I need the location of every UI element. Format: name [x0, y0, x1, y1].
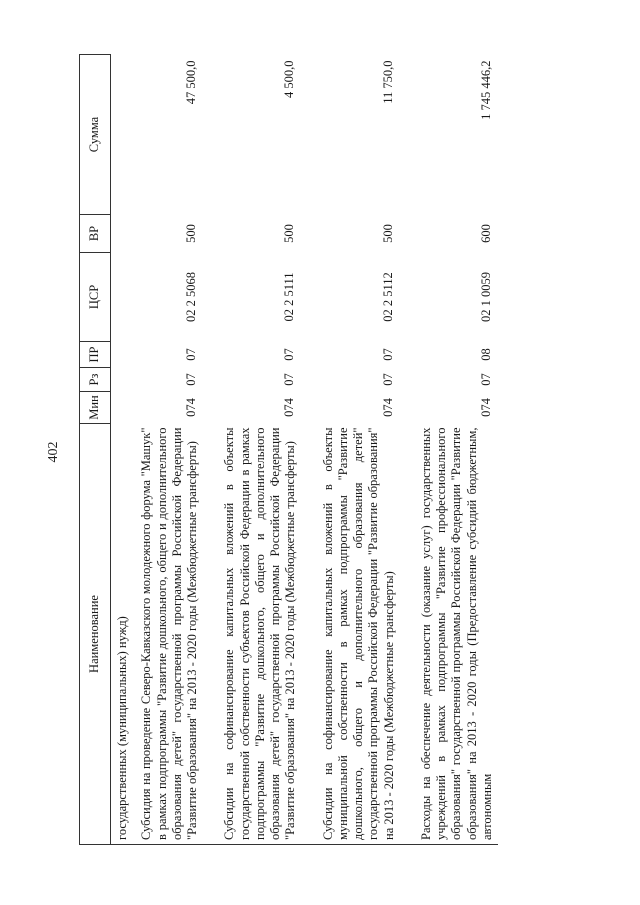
- row-name: Субсидия на проведение Северо-Кавказского молодежного форума "Машук" в рамках подпрограммы "Развитие дошкольного, общего и дополнительного образования детей" государственной программы Российской Федерации "Развитие образования" на 2013 - 2020 годы (Межбюджетные трансферты): [136, 424, 203, 845]
- row-name: Субсидии на софинансирование капитальных вложений в объекты муниципальной собственности в рамках подпрограммы "Развитие дошкольного, общего и дополнительного образования детей" государственной программы Российской Федерации "Развитие образования" на 2013 - 2020 годы (Межбюджетные трансферты): [318, 424, 400, 845]
- row-sum: 47 500,0: [184, 60, 198, 105]
- row-rz: 07: [380, 373, 395, 386]
- row-csr: 02 2 5111: [282, 272, 297, 322]
- header-name: Наименование: [80, 424, 111, 845]
- row-csr: 02 1 0059: [478, 272, 493, 322]
- row-name: Расходы на обеспечение деятельности (оказание услуг) государственных учреждений в рамках подпрограммы "Развитие профессионального образования" государственной программы Российской Федерации "Развитие образования" на 2013 - 2020 годы (Предоставление субсидий бюджетным, автономным: [416, 424, 498, 845]
- row-min: 074: [380, 398, 395, 417]
- rotated-page-content: [79, 55, 608, 845]
- header-min: Мин: [80, 392, 111, 424]
- row-rz: 07: [282, 373, 297, 386]
- row-pr: 07: [380, 348, 395, 361]
- header-pr: ПР: [80, 342, 111, 368]
- row-vr: 500: [380, 224, 395, 243]
- table-row: [318, 55, 400, 845]
- row-vr: 600: [478, 224, 493, 243]
- row-sum: 1 745 446,2: [478, 60, 493, 120]
- table-row-continuation: [111, 55, 137, 845]
- row-csr: 02 2 5068: [184, 272, 198, 322]
- row-continuation-name: государственных (муниципальных) нужд): [111, 424, 137, 845]
- table-row: [416, 55, 498, 845]
- row-min: 074: [478, 398, 493, 417]
- row-pr: 07: [282, 348, 297, 361]
- row-csr: 02 2 5112: [380, 272, 395, 322]
- row-sum: 4 500,0: [282, 60, 297, 98]
- row-rz: 07: [478, 373, 493, 386]
- row-vr: 500: [282, 224, 297, 243]
- row-min: 074: [282, 398, 297, 417]
- row-pr: 08: [478, 348, 493, 361]
- row-pr: 07: [184, 348, 198, 361]
- page-number: 402: [46, 441, 61, 463]
- row-min: 074: [184, 398, 198, 417]
- row-vr: 500: [184, 224, 198, 243]
- header-csr: ЦСР: [80, 253, 111, 342]
- table-row: [219, 55, 301, 845]
- budget-table: [79, 54, 498, 845]
- row-rz: 07: [184, 373, 198, 386]
- header-sum: Сумма: [80, 55, 111, 215]
- table-header: [80, 55, 111, 845]
- header-rz: Рз: [80, 368, 111, 392]
- row-sum: 11 750,0: [380, 60, 395, 104]
- header-vr: ВР: [80, 215, 111, 253]
- table-row: [136, 55, 203, 845]
- row-name: Субсидии на софинансирование капитальных вложений в объекты государственной собственности субъектов Российской Федерации в рамках подпрограммы "Развитие дошкольного, общего и дополнительного образования детей" государственной программы Российской Федерации "Развитие образования" на 2013 - 2020 годы (Межбюджетные трансферты): [219, 424, 301, 845]
